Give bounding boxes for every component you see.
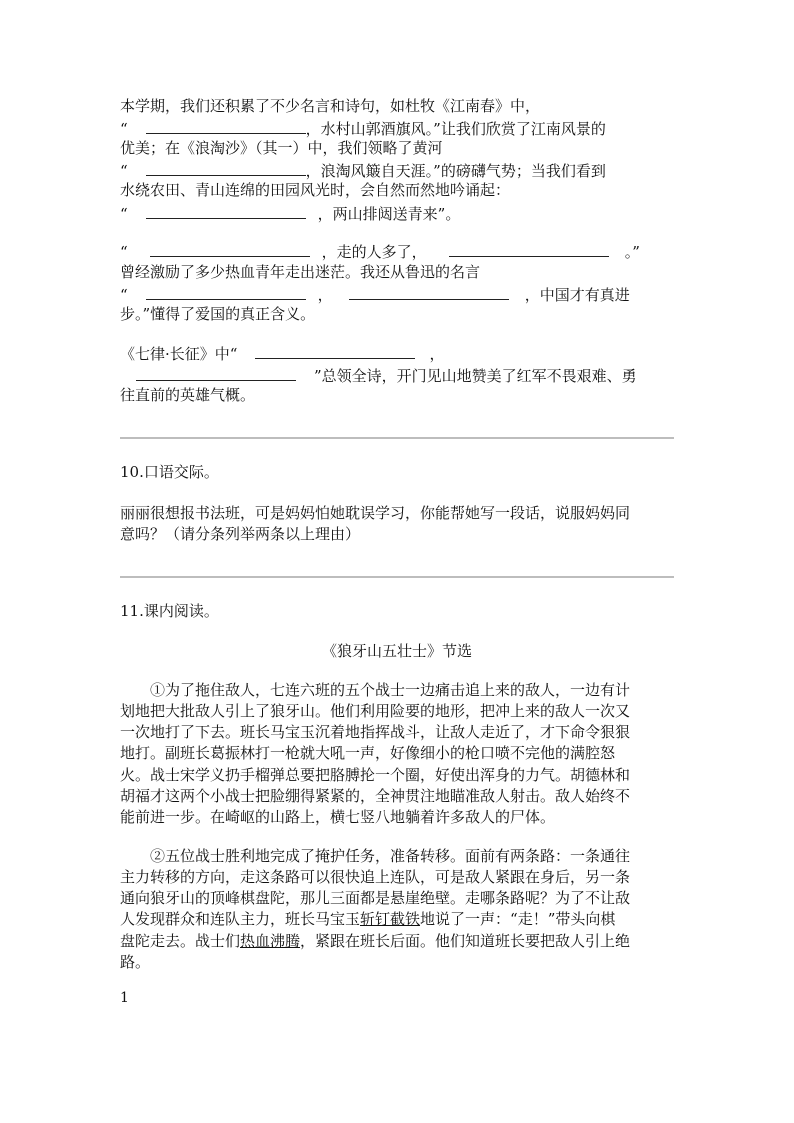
reading-title: 《狼牙山五壮士》节选 bbox=[321, 642, 472, 660]
poem-p2-line2: 曾经激励了多少热血青年走出迷茫。我还从鲁迅的名言 bbox=[120, 263, 481, 281]
poem-p3-line3: 往直前的英雄气概。 bbox=[120, 386, 256, 404]
answer-blank[interactable] bbox=[449, 240, 609, 257]
text-line: 通向狼牙山的顶峰棋盘陀，那儿三面都是悬崖绝壁。走哪条路呢？为了不让敌 bbox=[120, 889, 631, 907]
answer-blank[interactable] bbox=[146, 159, 306, 176]
poem-p2-line4: 步。”懂得了爱国的真正含义。 bbox=[120, 305, 316, 323]
text-line: ②五位战士胜利地完成了掩护任务，准备转移。面前有两条路：一条通往 bbox=[150, 847, 631, 865]
text-line: 划地把大批敌人引上了狼牙山。他们利用险要的地形，把冲上来的敌人一次又 bbox=[120, 702, 631, 720]
text-line: 一次地打了下去。班长马宝玉沉着地指挥战斗，让敌人走近了，才下命令狠狠 bbox=[120, 723, 631, 741]
answer-blank[interactable] bbox=[150, 240, 310, 257]
text-line: ①为了拖住敌人，七连六班的五个战士一边痛击追上来的敌人，一边有计 bbox=[150, 681, 631, 699]
poem-p1-line4: “ ，浪淘风簸自天涯。”的磅礴气势；当我们看到 bbox=[120, 159, 606, 181]
answer-blank[interactable] bbox=[255, 342, 415, 359]
q10-line2: 意吗？（请分条列举两条以上理由） bbox=[120, 525, 361, 543]
answer-blank[interactable] bbox=[146, 283, 306, 300]
q10-line1: 丽丽很想报书法班，可是妈妈怕她耽误学习，你能帮她写一段话，说服妈妈同 bbox=[120, 504, 631, 522]
text-line: 主力转移的方向，走这条路可以很快追上连队，可是敌人紧跟在身后，另一条 bbox=[120, 868, 631, 886]
poem-p1-line6: “ ，两山排闼送青来”。 bbox=[120, 202, 460, 224]
text-line: 盘陀走去。战士们热血沸腾，紧跟在班长后面。他们知道班长要把敌人引上绝 bbox=[120, 932, 631, 950]
section-divider bbox=[120, 437, 674, 439]
text-line: 路。 bbox=[120, 953, 151, 971]
page-number: 1 bbox=[120, 990, 129, 1006]
answer-blank[interactable] bbox=[136, 364, 296, 381]
text-line: 能前进一步。在崎岖的山路上，横七竖八地躺着许多敌人的尸体。 bbox=[120, 808, 556, 826]
text-line: 地打。副班长葛振林打一枪就大吼一声，好像细小的枪口喷不完他的满腔怒 bbox=[120, 744, 616, 762]
q10-heading: 10.口语交际。 bbox=[120, 463, 219, 481]
poem-p1-line1: 本学期，我们还积累了不少名言和诗句，如杜牧《江南春》中， bbox=[120, 97, 541, 115]
text-line: 火。战士宋学义扔手榴弹总要把胳膊抡一个圈，好使出浑身的力气。胡德林和 bbox=[120, 766, 631, 784]
q11-heading: 11.课内阅读。 bbox=[120, 602, 219, 620]
poem-p1-line3: 优美；在《浪淘沙》（其一）中，我们领略了黄河 bbox=[120, 139, 443, 157]
answer-blank[interactable] bbox=[146, 202, 306, 219]
poem-p3-line1: 《七律·长征》中“ ， bbox=[120, 342, 444, 364]
poem-p1-line2: “ ，水村山郭酒旗风。”让我们欣赏了江南风景的 bbox=[120, 117, 606, 139]
text-line: 胡福才这两个小战士把脸绷得紧紧的，全神贯注地瞄准敌人射击。敌人始终不 bbox=[120, 787, 631, 805]
poem-p1-line5: 水绕农田、青山连绵的田园风光时，会自然而然地吟诵起： bbox=[120, 181, 511, 199]
poem-p2-line3: “ ， ，中国才有真进 bbox=[120, 283, 630, 305]
underlined-phrase: 斩钉截铁 bbox=[360, 910, 421, 928]
section-divider bbox=[120, 576, 674, 578]
poem-p2-line1: “ ，走的人多了， 。” bbox=[120, 240, 640, 262]
poem-p3-line2: ”总领全诗，开门见山地赞美了红军不畏艰难、勇 bbox=[120, 364, 637, 386]
answer-blank[interactable] bbox=[349, 283, 509, 300]
underlined-phrase: 热血沸腾 bbox=[240, 932, 301, 950]
text-line: 人发现群众和连队主力，班长马宝玉斩钉截铁地说了一声：“走！”带头向棋 bbox=[120, 910, 616, 928]
answer-blank[interactable] bbox=[146, 117, 306, 134]
